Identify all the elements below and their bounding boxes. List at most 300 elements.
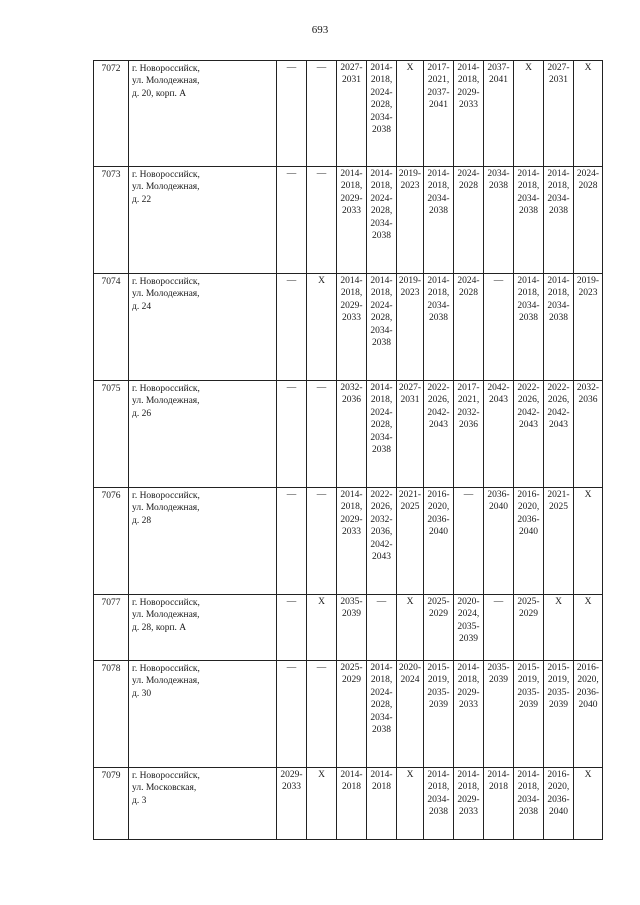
period-line: 2015- bbox=[547, 663, 570, 673]
period-line: 2018, bbox=[427, 181, 450, 192]
period-line: 2018, bbox=[370, 395, 393, 406]
period-line: 2031 bbox=[342, 75, 361, 86]
period-line: X bbox=[584, 597, 592, 607]
period-line: 2039 bbox=[519, 700, 538, 711]
address-line: г. Новороссийск, bbox=[132, 771, 200, 781]
period-line: X bbox=[555, 597, 562, 607]
period-line: 2014- bbox=[457, 770, 480, 780]
period-line: 2018, bbox=[517, 181, 540, 192]
period-cell bbox=[424, 488, 454, 595]
period-line: 2028 bbox=[459, 181, 478, 192]
period-line: 2040 bbox=[429, 527, 448, 538]
period-line: 2026, bbox=[517, 395, 540, 406]
period-line: 2015- bbox=[427, 663, 450, 673]
period-line: — bbox=[493, 597, 504, 607]
period-cell bbox=[544, 381, 574, 488]
period-line: 2025- bbox=[517, 597, 540, 607]
address-cell bbox=[129, 661, 277, 768]
period-line: 2020, bbox=[517, 502, 540, 513]
period-line: 2036 bbox=[459, 420, 478, 431]
period-line: 2021- bbox=[398, 490, 422, 500]
period-cell bbox=[514, 595, 544, 661]
period-line: 2042- bbox=[517, 407, 540, 418]
period-cell bbox=[544, 661, 574, 768]
period-line: X bbox=[318, 770, 325, 780]
address-line: д. 28 bbox=[132, 515, 152, 526]
period-line: 2024- bbox=[457, 276, 480, 286]
period-cell bbox=[367, 488, 397, 595]
period-line: 2018 bbox=[342, 782, 361, 793]
period-line: 2038 bbox=[429, 206, 448, 217]
period-cell bbox=[367, 61, 397, 167]
period-line: 2022- bbox=[370, 490, 393, 500]
period-line: 2020- bbox=[398, 663, 422, 673]
period-line: 2020, bbox=[577, 675, 599, 686]
period-line: 2025- bbox=[427, 597, 450, 607]
period-cell bbox=[337, 488, 367, 595]
period-cell bbox=[277, 61, 307, 167]
period-line: 2019, bbox=[517, 675, 540, 686]
period-line: 2028, bbox=[370, 313, 393, 324]
period-cell bbox=[484, 381, 514, 488]
period-line: 2014- bbox=[370, 663, 393, 673]
period-line: 2037- bbox=[487, 63, 510, 73]
address-line: ул. Молодежная, bbox=[132, 182, 200, 193]
period-line: X bbox=[584, 490, 592, 500]
period-line: — bbox=[316, 383, 327, 393]
period-line: 2042- bbox=[487, 383, 510, 393]
period-line: 2038 bbox=[372, 725, 391, 736]
period-line: 2016- bbox=[547, 770, 570, 780]
period-line: 2024- bbox=[370, 87, 393, 98]
period-line: 2034- bbox=[370, 325, 393, 336]
period-line: 2026, bbox=[427, 395, 450, 406]
period-line: 2018 bbox=[372, 782, 391, 793]
address-cell bbox=[129, 768, 277, 840]
period-line: 2018, bbox=[517, 288, 540, 299]
period-cell bbox=[337, 595, 367, 661]
period-line: 2018, bbox=[427, 782, 450, 793]
address-cell bbox=[129, 167, 277, 274]
period-cell bbox=[454, 381, 484, 488]
period-cell bbox=[454, 661, 484, 768]
period-cell bbox=[277, 488, 307, 595]
period-cell bbox=[514, 274, 544, 381]
period-line: 2025 bbox=[549, 502, 568, 513]
period-cell bbox=[337, 167, 367, 274]
period-line: 2024- bbox=[457, 169, 480, 179]
period-line: 2014- bbox=[340, 169, 363, 179]
period-line: 2016- bbox=[427, 490, 450, 500]
period-line: 2018, bbox=[427, 288, 450, 299]
period-line: 2042- bbox=[547, 407, 570, 418]
period-line: 2039 bbox=[429, 700, 448, 711]
address-line: д. 24 bbox=[132, 301, 152, 312]
period-line: 2028, bbox=[370, 206, 393, 217]
period-line: 2034- bbox=[370, 218, 393, 229]
period-line: 2014- bbox=[370, 63, 393, 73]
table-row bbox=[94, 661, 603, 768]
period-line: 2036- bbox=[547, 794, 570, 805]
period-cell bbox=[337, 381, 367, 488]
period-line: 2028, bbox=[370, 700, 393, 711]
period-line: 2035- bbox=[547, 687, 570, 698]
table-row bbox=[94, 595, 603, 661]
row-number: 7079 bbox=[94, 768, 129, 840]
period-line: 2035- bbox=[457, 621, 480, 632]
period-line: 2021- bbox=[547, 490, 570, 500]
period-line: X bbox=[584, 63, 592, 73]
period-cell bbox=[514, 61, 544, 167]
period-line: 2035- bbox=[517, 687, 540, 698]
period-line: 2029- bbox=[340, 193, 363, 204]
period-cell bbox=[544, 274, 574, 381]
period-line: — bbox=[316, 169, 327, 179]
period-line: 2034- bbox=[427, 193, 450, 204]
period-cell bbox=[454, 768, 484, 840]
period-line: 2014- bbox=[517, 169, 540, 179]
period-line: X bbox=[318, 597, 325, 607]
period-cell bbox=[424, 595, 454, 661]
period-cell bbox=[424, 167, 454, 274]
period-line: 2029- bbox=[457, 794, 480, 805]
row-number: 7074 bbox=[94, 274, 129, 381]
period-line: 2043 bbox=[429, 420, 448, 431]
period-line: 2029- bbox=[340, 300, 363, 311]
period-line: 2038 bbox=[549, 206, 568, 217]
period-line: 2034- bbox=[517, 794, 540, 805]
period-cell bbox=[484, 595, 514, 661]
period-line: 2038 bbox=[429, 807, 448, 818]
period-line: 2020, bbox=[547, 782, 570, 793]
period-line: 2018 bbox=[489, 782, 508, 793]
period-line: 2039 bbox=[459, 634, 478, 645]
period-line: — bbox=[316, 663, 327, 673]
period-line: 2031 bbox=[400, 395, 420, 406]
period-line: 2019- bbox=[576, 276, 600, 286]
period-line: 2025 bbox=[400, 502, 420, 513]
period-line: 2036- bbox=[487, 490, 510, 500]
period-cell bbox=[514, 768, 544, 840]
period-cell bbox=[307, 274, 337, 381]
period-line: 2039 bbox=[489, 675, 508, 686]
period-line: 2040 bbox=[489, 502, 508, 513]
period-cell bbox=[397, 274, 424, 381]
period-line: X bbox=[584, 770, 592, 780]
period-line: 2023 bbox=[400, 181, 420, 192]
period-line: — bbox=[286, 276, 297, 286]
period-line: 2033 bbox=[342, 206, 361, 217]
period-cell bbox=[367, 661, 397, 768]
period-line: 2014- bbox=[427, 770, 450, 780]
period-line: 2038 bbox=[519, 206, 538, 217]
period-cell bbox=[544, 595, 574, 661]
period-line: 2014- bbox=[370, 383, 393, 393]
period-cell bbox=[307, 661, 337, 768]
period-cell bbox=[454, 274, 484, 381]
period-line: 2022- bbox=[517, 383, 540, 393]
period-line: 2034- bbox=[427, 300, 450, 311]
period-line: — bbox=[286, 383, 297, 393]
table-row bbox=[94, 768, 603, 840]
period-line: 2014- bbox=[517, 276, 540, 286]
period-cell bbox=[277, 768, 307, 840]
period-line: 2028 bbox=[459, 288, 478, 299]
period-line: 2014- bbox=[340, 490, 363, 500]
table-row bbox=[94, 488, 603, 595]
period-cell bbox=[307, 61, 337, 167]
address-line: д. 26 bbox=[132, 408, 152, 419]
period-cell bbox=[544, 61, 574, 167]
period-line: 2021, bbox=[427, 75, 450, 86]
page-number: 693 bbox=[311, 24, 329, 36]
period-line: 2028 bbox=[578, 181, 598, 192]
period-cell bbox=[367, 274, 397, 381]
period-cell bbox=[484, 274, 514, 381]
period-line: 2017- bbox=[427, 63, 450, 73]
period-cell bbox=[397, 488, 424, 595]
table-row bbox=[94, 274, 603, 381]
period-line: 2031 bbox=[549, 75, 568, 86]
period-line: 2024- bbox=[576, 169, 600, 179]
period-line: 2014- bbox=[457, 663, 480, 673]
period-line: 2019, bbox=[547, 675, 570, 686]
period-line: 2033 bbox=[342, 527, 361, 538]
period-line: — bbox=[286, 490, 297, 500]
period-line: 2014- bbox=[427, 169, 450, 179]
period-line: 2037- bbox=[427, 87, 450, 98]
period-line: 2038 bbox=[549, 313, 568, 324]
period-cell bbox=[484, 488, 514, 595]
period-cell bbox=[544, 488, 574, 595]
address-line: д. 28, корп. А bbox=[132, 622, 187, 633]
period-line: 2034- bbox=[370, 712, 393, 723]
row-number: 7078 bbox=[94, 661, 129, 768]
period-line: 2029- bbox=[280, 770, 303, 780]
address-line: г. Новороссийск, bbox=[132, 170, 200, 180]
period-cell bbox=[454, 488, 484, 595]
period-line: 2038 bbox=[372, 125, 391, 136]
period-line: 2043 bbox=[372, 552, 391, 563]
address-line: ул. Московская, bbox=[132, 783, 197, 794]
period-cell bbox=[397, 768, 424, 840]
period-line: 2018, bbox=[370, 288, 393, 299]
period-line: 2029- bbox=[457, 687, 480, 698]
address-line: г. Новороссийск, bbox=[132, 64, 200, 74]
period-cell bbox=[367, 768, 397, 840]
period-line: 2033 bbox=[459, 807, 478, 818]
period-line: 2019- bbox=[398, 276, 422, 286]
period-cell bbox=[277, 381, 307, 488]
period-cell bbox=[424, 768, 454, 840]
period-line: 2026, bbox=[370, 502, 393, 513]
period-line: 2032- bbox=[370, 514, 393, 525]
period-cell bbox=[514, 488, 544, 595]
period-cell bbox=[574, 661, 603, 768]
period-line: — bbox=[286, 597, 297, 607]
period-line: 2029 bbox=[429, 609, 448, 620]
period-line: 2018, bbox=[340, 288, 363, 299]
period-line: 2022- bbox=[427, 383, 450, 393]
period-line: 2038 bbox=[429, 313, 448, 324]
period-line: 2027- bbox=[398, 383, 422, 393]
period-line: — bbox=[376, 597, 387, 607]
period-line: — bbox=[463, 490, 474, 500]
address-cell bbox=[129, 381, 277, 488]
period-line: 2036- bbox=[576, 687, 600, 698]
period-line: 2016- bbox=[517, 490, 540, 500]
period-line: 2021, bbox=[457, 395, 480, 406]
address-line: г. Новороссийск, bbox=[132, 384, 200, 394]
period-line: 2029 bbox=[519, 609, 538, 620]
period-line: 2022- bbox=[547, 383, 570, 393]
period-line: 2035- bbox=[340, 597, 363, 607]
period-line: 2035- bbox=[427, 687, 450, 698]
table-row bbox=[94, 381, 603, 488]
table-row bbox=[94, 61, 603, 167]
address-cell bbox=[129, 595, 277, 661]
period-line: 2028, bbox=[370, 100, 393, 111]
period-line: 2024 bbox=[400, 675, 420, 686]
period-line: X bbox=[406, 63, 414, 73]
period-line: 2038 bbox=[519, 807, 538, 818]
period-line: 2034- bbox=[547, 300, 570, 311]
period-line: 2033 bbox=[459, 700, 478, 711]
period-line: X bbox=[406, 770, 414, 780]
period-line: 2035- bbox=[487, 663, 510, 673]
period-line: 2016- bbox=[576, 663, 600, 673]
row-number: 7072 bbox=[94, 61, 129, 167]
period-cell bbox=[367, 595, 397, 661]
period-line: — bbox=[286, 663, 297, 673]
period-line: 2018, bbox=[340, 181, 363, 192]
address-line: д. 3 bbox=[132, 795, 147, 806]
period-cell bbox=[484, 661, 514, 768]
period-line: 2028, bbox=[370, 420, 393, 431]
address-line: ул. Молодежная, bbox=[132, 396, 200, 407]
period-line: 2038 bbox=[519, 313, 538, 324]
period-line: 2042- bbox=[370, 539, 393, 550]
period-line: 2041 bbox=[429, 100, 448, 111]
period-cell bbox=[544, 768, 574, 840]
period-line: 2034- bbox=[517, 193, 540, 204]
period-line: 2033 bbox=[342, 313, 361, 324]
address-cell bbox=[129, 61, 277, 167]
period-cell bbox=[574, 595, 603, 661]
period-line: 2018, bbox=[517, 782, 540, 793]
period-line: 2038 bbox=[489, 181, 508, 192]
period-cell bbox=[337, 661, 367, 768]
period-line: 2033 bbox=[282, 782, 301, 793]
period-cell bbox=[307, 167, 337, 274]
period-line: 2017- bbox=[457, 383, 480, 393]
address-line: г. Новороссийск, bbox=[132, 598, 200, 608]
period-line: 2036 bbox=[342, 395, 361, 406]
period-line: 2034- bbox=[517, 300, 540, 311]
period-cell bbox=[424, 61, 454, 167]
period-line: 2032- bbox=[340, 383, 363, 393]
period-cell bbox=[484, 167, 514, 274]
period-line: 2015- bbox=[517, 663, 540, 673]
period-cell bbox=[544, 167, 574, 274]
period-line: 2032- bbox=[576, 383, 600, 393]
row-number: 7075 bbox=[94, 381, 129, 488]
period-cell bbox=[277, 274, 307, 381]
period-cell bbox=[277, 595, 307, 661]
address-line: д. 30 bbox=[132, 688, 152, 699]
address-line: д. 22 bbox=[132, 194, 152, 205]
period-line: 2024- bbox=[370, 407, 393, 418]
period-line: 2018, bbox=[457, 675, 480, 686]
table-row bbox=[94, 167, 603, 274]
period-line: 2042- bbox=[427, 407, 450, 418]
address-line: д. 20, корп. А bbox=[132, 88, 187, 99]
period-cell bbox=[514, 381, 544, 488]
period-line: 2014- bbox=[517, 770, 540, 780]
period-line: — bbox=[316, 63, 327, 73]
period-line: 2040 bbox=[578, 700, 598, 711]
period-line: 2036, bbox=[370, 527, 393, 538]
period-line: 2014- bbox=[427, 276, 450, 286]
period-line: 2014- bbox=[370, 169, 393, 179]
period-cell bbox=[397, 167, 424, 274]
period-line: 2014- bbox=[547, 169, 570, 179]
period-cell bbox=[514, 661, 544, 768]
period-line: 2034- bbox=[370, 432, 393, 443]
period-line: 2038 bbox=[372, 338, 391, 349]
period-cell bbox=[337, 274, 367, 381]
period-cell bbox=[454, 167, 484, 274]
period-line: 2019- bbox=[398, 169, 422, 179]
period-line: 2014- bbox=[457, 63, 480, 73]
period-line: 2024- bbox=[370, 300, 393, 311]
period-line: X bbox=[525, 63, 532, 73]
period-line: 2018, bbox=[370, 675, 393, 686]
period-line: 2024- bbox=[370, 193, 393, 204]
period-line: 2026, bbox=[547, 395, 570, 406]
period-cell bbox=[454, 61, 484, 167]
period-line: 2027- bbox=[547, 63, 570, 73]
address-line: ул. Молодежная, bbox=[132, 610, 200, 621]
address-line: ул. Молодежная, bbox=[132, 676, 200, 687]
period-line: 2034- bbox=[370, 112, 393, 123]
period-cell bbox=[367, 167, 397, 274]
period-cell bbox=[574, 167, 603, 274]
data-table bbox=[93, 60, 603, 840]
period-cell bbox=[277, 661, 307, 768]
period-line: X bbox=[318, 276, 325, 286]
period-line: 2039 bbox=[549, 700, 568, 711]
period-cell bbox=[397, 61, 424, 167]
period-line: 2040 bbox=[549, 807, 568, 818]
address-line: ул. Молодежная, bbox=[132, 76, 200, 87]
period-line: 2041 bbox=[489, 75, 508, 86]
period-cell bbox=[307, 595, 337, 661]
period-line: 2023 bbox=[578, 288, 598, 299]
period-cell bbox=[397, 381, 424, 488]
period-cell bbox=[397, 595, 424, 661]
period-cell bbox=[337, 61, 367, 167]
period-cell bbox=[514, 167, 544, 274]
period-line: 2023 bbox=[400, 288, 420, 299]
address-cell bbox=[129, 488, 277, 595]
period-line: — bbox=[286, 169, 297, 179]
period-line: 2034- bbox=[487, 169, 510, 179]
period-cell bbox=[484, 768, 514, 840]
period-line: 2034- bbox=[547, 193, 570, 204]
period-line: 2029- bbox=[340, 514, 363, 525]
row-number: 7076 bbox=[94, 488, 129, 595]
